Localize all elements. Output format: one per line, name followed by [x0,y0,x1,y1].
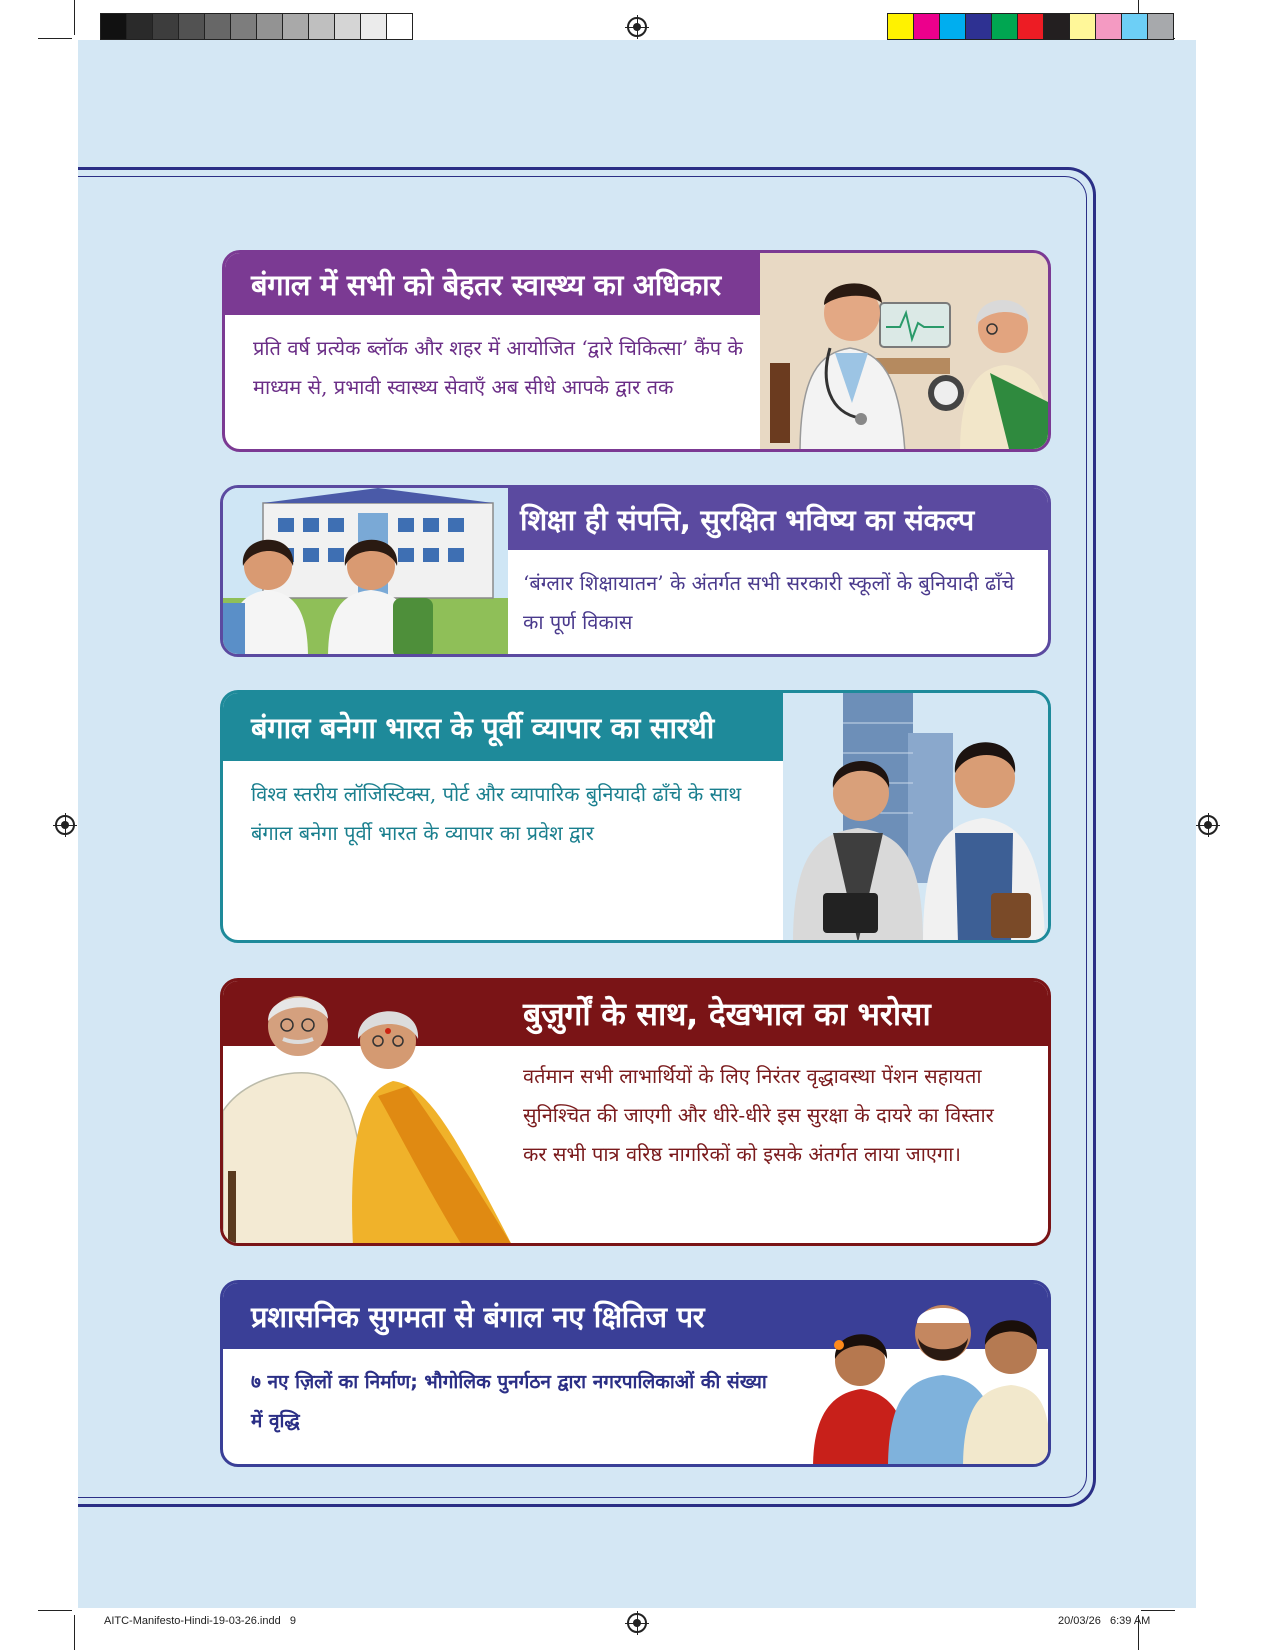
grayscale-color-bar [100,13,413,40]
card-body-text: प्रति वर्ष प्रत्येक ब्लॉक और शहर में आयोजित ‘द्वारे चिकित्सा’ कैंप के माध्यम से, प्रभावी स्वास्थ्य सेवाएँ अब सीधे आपके द्वार तक [253,336,743,399]
card-body-text: वर्तमान सभी लाभार्थियों के लिए निरंतर वृद्धावस्था पेंशन सहायता सुनिश्चित की जाएगी और धीरे-धीरे इस सुरक्षा के दायरे का विस्तार कर सभी पात्र वरिष्ठ नागरिकों को इसके अंतर्गत लाया जाएगा। [523,1064,994,1166]
color-swatch [1122,14,1148,39]
card-heading: प्रशासनिक सुगमता से बंगाल नए क्षितिज पर [251,1299,705,1334]
color-swatch [205,14,231,39]
card-health [222,250,1051,452]
crop-mark [1141,1610,1175,1611]
businessmen-illustration [783,693,1051,943]
color-swatch [992,14,1018,39]
color-swatch [1044,14,1070,39]
card-heading-bar [508,488,1051,550]
registration-mark-icon [55,815,75,835]
color-swatch [127,14,153,39]
card-heading: बुज़ुर्गों के साथ, देखभाल का भरोसा [523,995,931,1033]
card-heading: बंगाल बनेगा भारत के पूर्वी व्यापार का सारथी [251,710,714,745]
color-swatch [966,14,992,39]
card-body-text: ‘बंग्लार शिक्षायातन’ के अंतर्गत सभी सरकारी स्कूलों के बुनियादी ढाँचे का पूर्ण विकास [523,571,1015,634]
color-swatch [361,14,387,39]
card-trade [220,690,1051,943]
registration-mark-icon [1198,815,1218,835]
crop-mark [74,0,75,35]
color-swatch [914,14,940,39]
card-heading: शिक्षा ही संपत्ति, सुरक्षित भविष्य का संकल्प [520,502,974,537]
card-heading: बंगाल में सभी को बेहतर स्वास्थ्य का अधिकार [251,267,721,302]
registration-mark-icon [627,1613,647,1633]
crop-mark [38,38,72,39]
color-swatch [1148,14,1173,39]
color-swatch [101,14,127,39]
footer-file-name: AITC-Manifesto-Hindi-19-03-26.indd 9 [104,1615,296,1627]
color-swatch [257,14,283,39]
card-administration [220,1280,1051,1467]
card-body-text: ७ नए ज़िलों का निर्माण; भौगोलिक पुनर्गठन द्वारा नगरपालिकाओं की संख्या में वृद्धि [251,1371,767,1432]
color-swatch [940,14,966,39]
color-swatch [335,14,361,39]
citizens-illustration [803,1283,1051,1467]
schoolgirls-illustration [223,488,508,657]
color-swatch [387,14,412,39]
cmyk-color-bar [887,13,1174,40]
color-swatch [888,14,914,39]
color-swatch [1018,14,1044,39]
color-swatch [153,14,179,39]
card-elderly [220,978,1051,1246]
card-heading-bar [223,693,843,761]
footer-timestamp: 20/03/26 6:39 AM [1058,1615,1151,1627]
color-swatch [283,14,309,39]
registration-mark-icon [627,17,647,37]
card-education [220,485,1051,657]
crop-mark [74,1615,75,1650]
color-swatch [1070,14,1096,39]
color-swatch [309,14,335,39]
card-body-text: विश्व स्तरीय लॉजिस्टिक्स, पोर्ट और व्यापारिक बुनियादी ढाँचे के साथ बंगाल बनेगा पूर्वी भारत के व्यापार का प्रवेश द्वार [251,782,742,845]
crop-mark [38,1610,72,1611]
color-swatch [1096,14,1122,39]
elderly-couple-illustration [223,981,523,1246]
doctor-illustration [760,253,1050,452]
color-swatch [179,14,205,39]
color-swatch [231,14,257,39]
